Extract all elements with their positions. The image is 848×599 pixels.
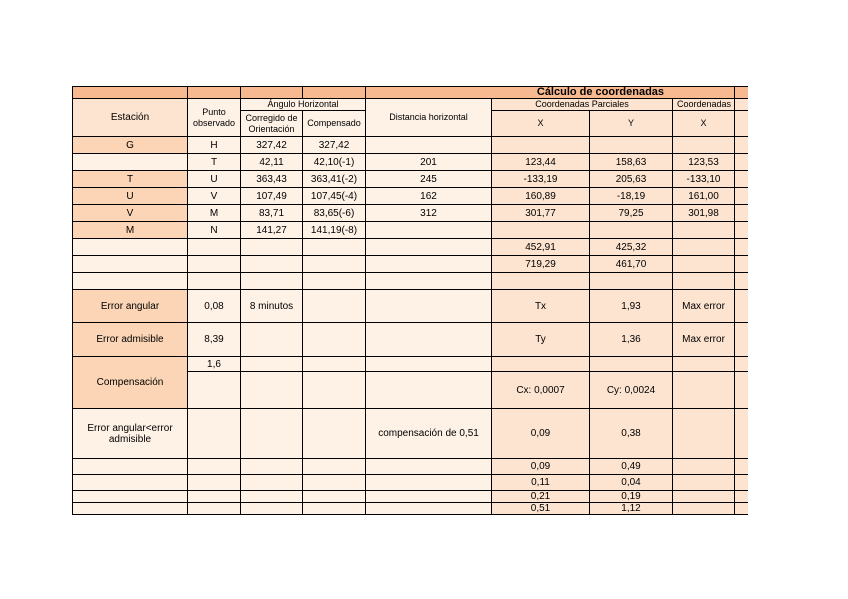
cell-y[interactable]: 158,63 [590,154,673,171]
cell-x[interactable] [492,137,590,154]
cell-compensado[interactable]: 83,65(-6) [303,205,366,222]
comparacion-y[interactable]: 0,38 [590,409,673,459]
cell-distancia[interactable] [366,256,492,273]
cell-corregido[interactable]: 141,27 [241,222,303,239]
header-punto: Punto observado [188,99,241,137]
cell-compensado[interactable]: 107,45(-4) [303,188,366,205]
cell-estacion[interactable]: U [73,188,188,205]
cell-x[interactable]: 301,77 [492,205,590,222]
cell-estacion[interactable]: V [73,205,188,222]
cell-corregido[interactable]: 83,71 [241,205,303,222]
cell-corregido[interactable]: 107,49 [241,188,303,205]
cell-corregido[interactable]: 42,11 [241,154,303,171]
table-row [73,137,749,154]
error-angular-minutes[interactable]: 8 minutos [241,290,303,323]
cell-y[interactable]: 79,25 [590,205,673,222]
cell-punto[interactable] [188,256,241,273]
cell-estacion[interactable] [73,154,188,171]
comparacion-label: Error angular<error admisible [73,409,188,459]
cell-coord-x[interactable] [673,222,735,239]
ty-label: Ty [492,323,590,357]
header-x2: X [673,111,735,137]
error-admisible-row [73,323,749,357]
cell-estacion[interactable]: M [73,222,188,239]
cell-coord-x[interactable]: -133,10 [673,171,735,188]
cell-distancia[interactable]: 245 [366,171,492,188]
cell-coord-x[interactable]: 301,98 [673,205,735,222]
cell-corregido[interactable]: 327,42 [241,137,303,154]
cell-compensado[interactable]: 141,19(-8) [303,222,366,239]
cell-y[interactable] [590,137,673,154]
cell-compensado[interactable]: 327,42 [303,137,366,154]
cell-compensado[interactable]: 363,41(-2) [303,171,366,188]
tail-x[interactable]: 0,51 [492,503,590,515]
table-row [73,188,749,205]
cell-coord-x[interactable] [673,239,735,256]
comparacion-x[interactable]: 0,09 [492,409,590,459]
cell-punto[interactable]: U [188,171,241,188]
tx-value[interactable]: 1,93 [590,290,673,323]
error-admisible-label: Error admisible [73,323,188,357]
header-distancia: Distancia horizontal [366,99,492,137]
cy-value[interactable]: Cy: 0,0024 [590,372,673,409]
ty-value[interactable]: 1,36 [590,323,673,357]
cell-x[interactable] [492,222,590,239]
cell-compensado[interactable] [303,239,366,256]
table-row [73,154,749,171]
cx-value[interactable]: Cx: 0,0007 [492,372,590,409]
header-compensado: Compensado [303,111,366,137]
compensacion-row-1 [73,357,749,372]
title-row [73,87,749,99]
cell-coord-x[interactable]: 161,00 [673,188,735,205]
cell-y[interactable]: -18,19 [590,188,673,205]
cell-corregido[interactable]: 363,43 [241,171,303,188]
table-row [73,459,749,475]
table-row [73,256,749,273]
cell-coord-x[interactable] [673,256,735,273]
table-row [73,491,749,503]
cell-distancia[interactable] [366,222,492,239]
cell-coord-x[interactable] [673,137,735,154]
header-x: X [492,111,590,137]
header-row-1 [73,99,749,111]
tail-y[interactable]: 0,49 [590,459,673,475]
cell-estacion[interactable]: T [73,171,188,188]
cell-distancia[interactable]: 312 [366,205,492,222]
cell-y[interactable]: 205,63 [590,171,673,188]
tail-x[interactable]: 0,11 [492,475,590,491]
cell-x[interactable]: -133,19 [492,171,590,188]
cell-coord-x[interactable]: 123,53 [673,154,735,171]
cell-punto[interactable]: H [188,137,241,154]
tx-label: Tx [492,290,590,323]
cell-compensado[interactable] [303,256,366,273]
header-estacion: Estación [73,99,188,137]
cell-punto[interactable]: M [188,205,241,222]
compensacion-label: Compensación [73,357,188,409]
tail-x[interactable]: 0,09 [492,459,590,475]
spreadsheet-area [72,86,748,541]
table-title: Cálculo de coordenadas [366,87,735,99]
header-y: Y [590,111,673,137]
cell-punto[interactable] [188,239,241,256]
error-admisible-value[interactable]: 8,39 [188,323,241,357]
compensacion-value[interactable]: 1,6 [188,357,241,372]
coordinates-table [72,86,748,515]
cell-distancia[interactable] [366,137,492,154]
table-row [73,205,749,222]
error-angular-row [73,290,749,323]
cell-punto[interactable]: N [188,222,241,239]
comparacion-row [73,409,749,459]
cell-compensado[interactable]: 42,10(-1) [303,154,366,171]
error-angular-label: Error angular [73,290,188,323]
tail-x[interactable]: 0,21 [492,491,590,503]
tail-y[interactable]: 0,04 [590,475,673,491]
tail-y[interactable]: 0,19 [590,491,673,503]
cell-x[interactable]: 719,29 [492,256,590,273]
header-angulo: Ángulo Horizontal [241,99,366,111]
header-parciales: Coordenadas Parciales [492,99,673,111]
cell-corregido[interactable] [241,256,303,273]
table-row [73,222,749,239]
cell-y[interactable] [590,222,673,239]
cell-x[interactable]: 123,44 [492,154,590,171]
cell-estacion[interactable] [73,239,188,256]
table-row [73,475,749,491]
cell-distancia[interactable] [366,239,492,256]
table-row [73,171,749,188]
cell-y[interactable]: 425,32 [590,239,673,256]
cell-punto[interactable]: V [188,188,241,205]
tail-y[interactable]: 1,12 [590,503,673,515]
comparacion-text[interactable]: compensación de 0,51 [366,409,492,459]
cell-punto[interactable]: T [188,154,241,171]
cell-x[interactable]: 452,91 [492,239,590,256]
cell-estacion[interactable] [73,256,188,273]
max-error-1[interactable]: Max error [673,290,735,323]
header-corregido: Corregido de Orientación [241,111,303,137]
cell-distancia[interactable]: 162 [366,188,492,205]
table-row [73,239,749,256]
cell-y[interactable]: 461,70 [590,256,673,273]
cell-estacion[interactable]: G [73,137,188,154]
header-coordenadas: Coordenadas [673,99,735,111]
error-angular-value[interactable]: 0,08 [188,290,241,323]
cell-distancia[interactable]: 201 [366,154,492,171]
table-row [73,503,749,515]
cell-x[interactable]: 160,89 [492,188,590,205]
max-error-2[interactable]: Max error [673,323,735,357]
cell-corregido[interactable] [241,239,303,256]
table-row [73,273,749,290]
